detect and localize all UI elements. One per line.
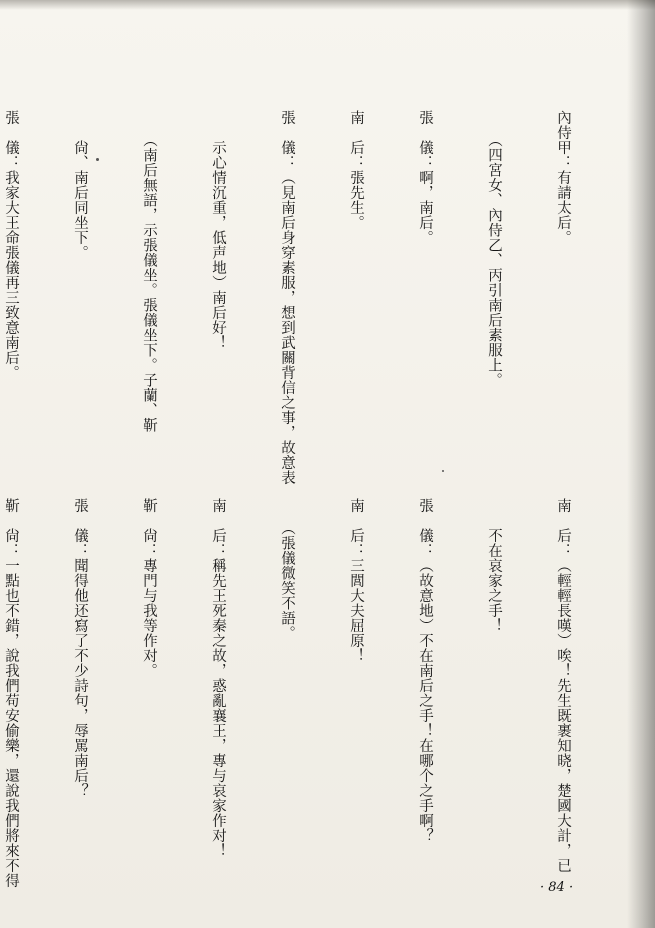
text-line: 張 儀：我家大王命張儀再三致意南后。 — [3, 110, 19, 380]
text-line: 不在哀家之手！ — [486, 498, 502, 633]
text-line: 南 后：張先生。 — [348, 110, 364, 230]
page-number: · 84 · — [540, 880, 574, 895]
scan-speck — [442, 470, 444, 472]
text-line: 南 后：（輕輕長嘆）唉！先生既裹知晓，楚國大計，已 — [555, 498, 571, 873]
text-line: 靳 尙：一點也不錯，說我們苟安偷樂，還說我們將來不得 — [3, 498, 19, 888]
text-line: （張儀微笑不語。 — [279, 498, 295, 641]
text-line: 尙、南后同坐下。 — [72, 110, 88, 260]
upper-text-block — [3, 110, 620, 485]
text-line: 張 儀：（故意地）不在南后之手！在哪个之手啊？ — [417, 498, 433, 843]
text-line: 南 后：稱先王死秦之故，惑亂襄王，專与哀家作对！ — [210, 498, 226, 858]
top-scan-shadow — [0, 0, 655, 10]
text-line: 示心情沉重，低声地）南后好！ — [210, 110, 226, 350]
text-line: 南 后：三閭大夫屈原！ — [348, 498, 364, 663]
text-line: （四宮女、內侍乙、丙引南后素服上。 — [486, 110, 502, 388]
text-line: 張 儀：聞得他还寫了不少詩句，辱罵南后？ — [72, 498, 88, 798]
binding-shadow — [627, 0, 655, 928]
text-line: 內侍甲：有請太后。 — [555, 110, 571, 245]
text-line: 張 儀：（見南后身穿素服，想到武關背信之事，故意表 — [279, 110, 295, 485]
text-line: 張 儀：啊，南后。 — [417, 110, 433, 245]
text-line: 靳 尙：專門与我等作对。 — [141, 498, 157, 678]
scan-speck — [96, 158, 99, 161]
text-line: （南后無語，示張儀坐。張儀坐下。子蘭、靳 — [141, 110, 157, 433]
